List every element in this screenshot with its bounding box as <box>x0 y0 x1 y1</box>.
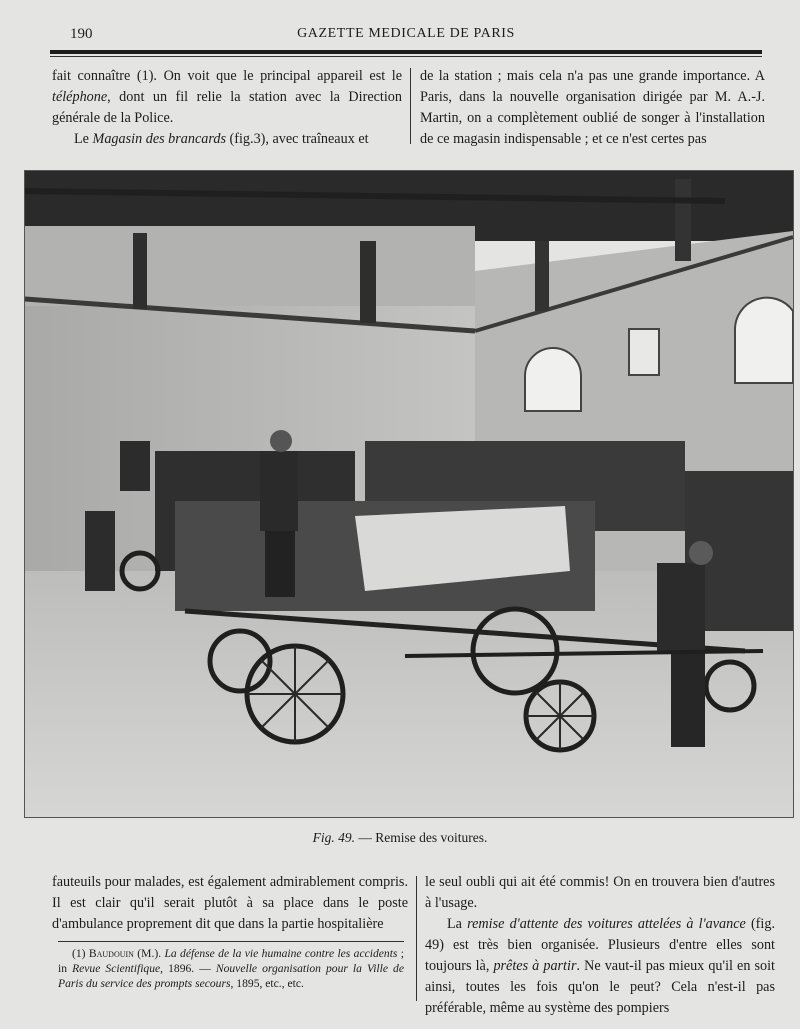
column-divider-top <box>410 68 411 144</box>
top-left-paragraph-1: fait connaître (1). On voit que le principal appareil est le téléphone, dont un fil relie la station avec la Direction générale de la Police. <box>52 68 402 126</box>
figure-caption-text: — Remise des voitures. <box>355 830 488 845</box>
top-right-paragraph: de la station ; mais cela n'a pas une grande importance. A Paris, dans la nouvelle organisation dirigée par M. A.-J. Martin, on a complètement oublié de songer à l'installation de ce magasin indispensable ; et ce n'est certes pas <box>420 68 765 147</box>
page-number: 190 <box>70 26 93 42</box>
footnote <box>58 946 404 991</box>
bottom-right-column <box>425 872 775 1019</box>
footnote-rule <box>58 941 404 942</box>
bottom-left-paragraph: fauteuils pour malades, est également admirablement compris. Il est clair qu'il serait plutôt à sa place dans le poste d'ambulance proprement dit que dans la partie hospitalière <box>52 874 408 932</box>
top-left-column <box>52 66 402 150</box>
header-rule-thick <box>50 50 762 54</box>
running-title: GAZETTE MEDICALE DE PARIS <box>297 26 515 41</box>
top-right-column <box>420 66 765 150</box>
footnote-text: (1) Baudouin (M.). La défense de la vie humaine contre les accidents ; in Revue Scientifique, 1896. — Nouvelle organisation pour la Ville de Paris du service des prompts secours, 1895, etc., etc. <box>58 947 405 990</box>
top-left-paragraph-2: Le Magasin des brancards (fig.3), avec traîneaux et <box>74 131 369 147</box>
footnote-author: Baudouin <box>88 947 134 960</box>
photo-illustration <box>25 171 793 817</box>
magasin-term: Magasin des brancards <box>92 131 226 147</box>
bottom-left-column <box>52 872 408 935</box>
column-divider-bottom <box>416 876 417 1001</box>
page-header <box>48 22 764 48</box>
figure-photograph <box>24 170 794 818</box>
figure-label: Fig. 49. <box>312 830 355 845</box>
header-rule-thin <box>50 56 762 57</box>
bottom-right-paragraph-2: La remise d'attente des voitures attelées à l'avance (fig. 49) est très bien organisée. Plusieurs d'entre elles sont toujours là, prêtes à partir. Ne vaut-il pas mieux qu'il en soit ainsi, toutes les fois qu'on le peut? Cela n'est-il pas préférable, même au système des pompiers <box>425 916 775 1016</box>
telephone-term: téléphone <box>52 89 108 105</box>
bottom-right-paragraph-1: le seul oubli qui ait été commis! On en trouvera bien d'autres à l'usage. <box>425 874 775 911</box>
figure-caption <box>0 830 800 846</box>
